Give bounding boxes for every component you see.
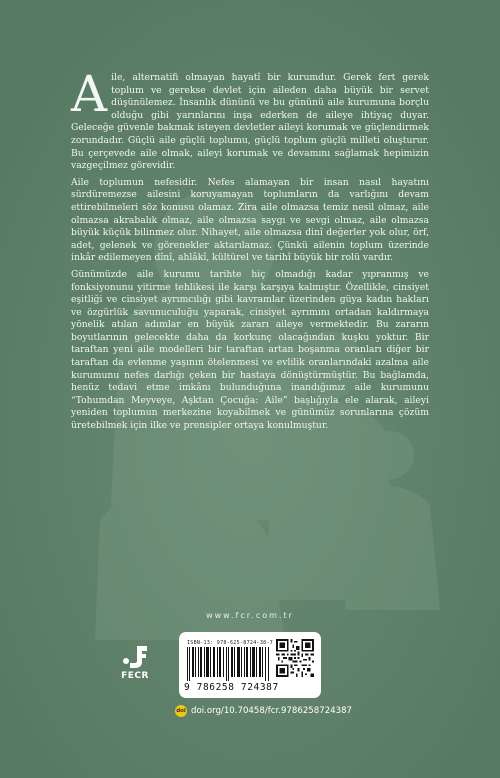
doi-link[interactable] <box>175 704 375 718</box>
qr-code-icon[interactable] <box>276 639 314 677</box>
doi-badge-icon: doi <box>175 705 187 717</box>
publisher-logo <box>114 644 156 681</box>
barcode-bars <box>187 647 270 681</box>
publisher-website[interactable]: www.fcr.com.tr <box>206 611 294 620</box>
barcode-digits: 9 786258 724387 <box>184 682 279 693</box>
paragraph-1 <box>71 65 429 173</box>
isbn-barcode-box <box>179 632 321 698</box>
fecr-logo-icon <box>120 644 150 670</box>
publisher-name: FECR <box>121 671 149 681</box>
isbn-label: ISBN-13: 978-625-8724-38-7 <box>187 640 274 646</box>
paragraph-2: Aile toplumun nefesidir. Nefes alamayan bir insan nasıl hayatını sürdüremezse ailesini koruyamayan toplumların da varlığını devam ettirebilmeleri söz konusu olamaz. Zira aile olmazsa temiz nesil olmaz, aile olmazsa akrabalık olmaz, aile olmazsa saygı ve sevgi olmaz, aile olmazsa büyük küçük bilinmez olur. Nihayet, aile olmazsa dinî değerler yok olur, örf, adet, gelenek ve görenekler aktarılamaz. Çünkü ailenin toplum üzerinde inkâr edilemeyen dînî, ahlâkî, kültürel ve tarihî büyük bir rolü vardır. <box>71 176 429 264</box>
doi-text[interactable]: doi.org/10.70458/fcr.9786258724387 <box>191 706 353 716</box>
back-cover-text <box>71 65 429 437</box>
dropcap-letter: A <box>71 65 108 123</box>
paragraph-3: Günümüzde aile kurumu tarihte hiç olmadığı kadar yıpranmış ve fonksiyonunu yitirme tehlikesi ile karşı karşıya kalmıştır. Özellikle, cinsiyet eşitliği ve cinsiyet ayrımcılığı gibi kavramlar üzerinden güya kadın hakları ve özgürlük savunuculuğu yaparak, cinsiyet ayrımını ortadan kaldırmaya yönelik atılan adımlar en büyük zararı aileye vermektedir. Bu zararın boyutlarının gelecekte daha da korkunç olacağından kuşku yoktur. Bir taraftan yeni aile modelleri bir taraftan artan boşanma oranları diğer bir taraftan da evlenme yaşının ötelenmesi ve evlilik oranlarındaki azalma aile kurumunu nefes darlığı çeken bir hastaya dönüştürmüştür. Bu bağlamda, henüz tedavi etme imkânı bulunduğuna inandığımız aile kurumunu “Tohumdan Meyveye, Aşktan Çocuğa: Aile” başlığıyla ele alarak, aileyi yeniden toplumun merkezine koyabilmek ve günümüz sorunlarına çözüm üretebilmek için ilke ve prensipler ortaya konulmuştur. <box>71 268 429 432</box>
paragraph-1-text: ile, alternatifi olmayan hayatî bir kurumdur. Gerek fert gerek toplum ve gerekse devlet için aileden daha büyük bir servet düşünülemez. İnsanlık dününü ve bu gününü aile kurumuna borçlu olduğu gibi yarınlarını inşa ederken de aileye ihtiyaç duyar. Geleceğe güvenle bakmak isteyen devletler aileyi korumak ve güçlendirmek zorundadır. Güçlü aile güçlü toplumu, güçlü toplum güçlü milleti oluşturur. Bu çerçevede aile olmak, aileyi korumak ve devamını sağlamak hepimizin vazgeçilmez görevidir. <box>71 72 429 172</box>
